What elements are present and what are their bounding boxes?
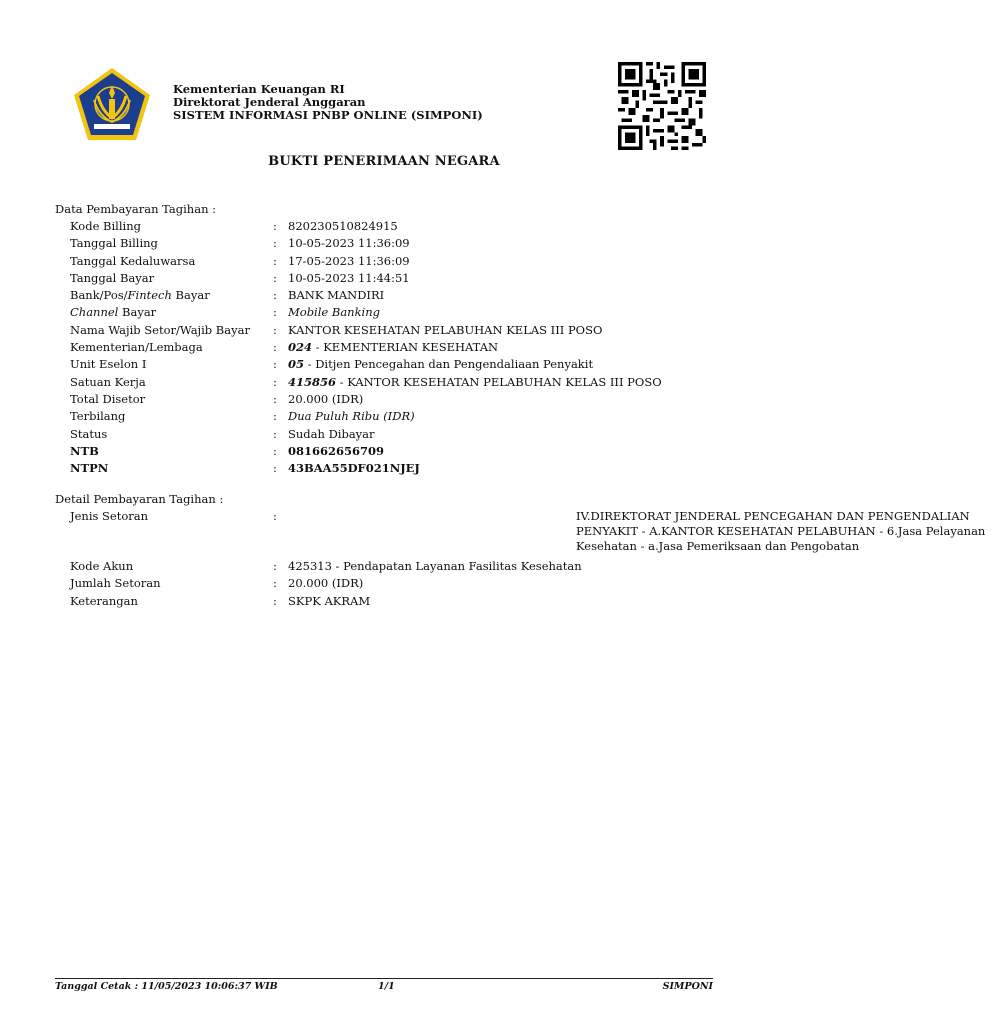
header-line-2: Direktorat Jenderal Anggaran: [173, 95, 366, 109]
unit-eselon-code: 05: [288, 357, 305, 372]
value-wajib-bayar: KANTOR KESEHATAN PELABUHAN KELAS III POSO: [288, 322, 603, 337]
label-ntpn: NTPN: [70, 461, 109, 476]
label-tanggal-bayar: Tanggal Bayar: [70, 270, 155, 285]
row-wajib-bayar: [0, 322, 768, 339]
footer-app-name: SIMPONI: [662, 981, 713, 992]
value-tanggal-billing: 10-05-2023 11:36:09: [288, 236, 410, 251]
colon: :: [273, 391, 277, 406]
label-bank: [70, 287, 210, 304]
qr-code-icon: [618, 62, 706, 150]
label-total-disetor: Total Disetor: [70, 391, 146, 406]
row-bank: [0, 287, 768, 304]
label-bank-post: Bayar: [171, 288, 210, 303]
colon: :: [273, 236, 277, 251]
value-bank: BANK MANDIRI: [288, 288, 385, 303]
colon: :: [273, 288, 277, 303]
value-kode-billing: 820230510824915: [288, 219, 398, 233]
row-tanggal-kedaluwarsa: [0, 253, 768, 270]
value-unit-eselon: [288, 356, 593, 373]
header-line-3: SISTEM INFORMASI PNBP ONLINE (SIMPONI): [173, 108, 483, 122]
value-kode-akun: 425313 - Pendapatan Layanan Fasilitas Kesehatan: [288, 559, 582, 573]
label-tanggal-billing: Tanggal Billing: [70, 236, 158, 251]
row-tanggal-bayar: [0, 270, 768, 287]
label-status: Status: [70, 426, 108, 441]
row-channel: [0, 304, 768, 321]
colon: :: [273, 253, 277, 268]
kementerian-code: 024: [288, 340, 313, 355]
value-jumlah-setoran: 20.000 (IDR): [288, 576, 364, 591]
colon: :: [273, 559, 277, 573]
document-title: BUKTI PENERIMAAN NEGARA: [268, 154, 500, 169]
colon: :: [273, 461, 277, 476]
label-kode-billing: Kode Billing: [70, 219, 141, 233]
value-terbilang: Dua Puluh Ribu (IDR): [288, 409, 415, 424]
row-jumlah-setoran: [0, 575, 768, 592]
value-status: Sudah Dibayar: [288, 426, 375, 441]
colon: :: [273, 593, 277, 608]
label-kode-akun: Kode Akun: [70, 559, 134, 573]
detail-table: [0, 508, 986, 610]
row-status: [0, 426, 768, 443]
colon: :: [273, 409, 277, 424]
value-jenis-setoran: IV.DIREKTORAT JENDERAL PENCEGAHAN DAN PENGENDALIAN PENYAKIT - A.KANTOR KESEHATAN PELABUHAN - 6.Jasa Pelayanan Kesehatan - a.Jasa Pemeriksaan dan Pengobatan: [576, 509, 986, 553]
value-ntb: 081662656709: [288, 443, 385, 458]
section-title-pembayaran: Data Pembayaran Tagihan :: [55, 202, 216, 216]
row-keterangan: [0, 593, 768, 610]
label-channel-post: Bayar: [118, 305, 157, 320]
row-ntpn: [0, 460, 768, 477]
label-tanggal-kedaluwarsa: Tanggal Kedaluwarsa: [70, 253, 196, 268]
colon: :: [273, 443, 277, 458]
value-tanggal-bayar: 10-05-2023 11:44:51: [288, 270, 410, 285]
header-line-1: Kementerian Keuangan RI: [173, 82, 345, 96]
footer-print-date: Tanggal Cetak : 11/05/2023 10:06:37 WIB: [55, 981, 278, 992]
pembayaran-table: [0, 218, 768, 477]
label-jumlah-setoran: Jumlah Setoran: [70, 576, 161, 591]
row-jenis-setoran: [0, 508, 986, 554]
value-total-disetor: 20.000 (IDR): [288, 391, 364, 406]
value-satuan-kerja: [288, 374, 662, 391]
label-satuan-kerja: Satuan Kerja: [70, 374, 146, 389]
footer-page-number: 1/1: [378, 981, 395, 992]
row-ntb: [0, 443, 768, 460]
label-channel: [70, 304, 156, 321]
label-ntb: NTB: [70, 443, 99, 458]
footer-divider: [55, 978, 713, 979]
label-wajib-bayar: Nama Wajib Setor/Wajib Bayar: [70, 322, 250, 337]
colon: :: [273, 305, 277, 320]
label-bank-pre: Bank/Pos/: [70, 288, 128, 303]
row-kode-akun: [0, 558, 768, 575]
label-jenis-setoran: Jenis Setoran: [70, 509, 149, 523]
label-terbilang: Terbilang: [70, 409, 126, 424]
row-terbilang: [0, 408, 768, 425]
value-kementerian: [288, 339, 498, 356]
colon: :: [273, 270, 277, 285]
label-unit-eselon: Unit Eselon I: [70, 357, 147, 372]
row-total-disetor: [0, 391, 768, 408]
value-tanggal-kedaluwarsa: 17-05-2023 11:36:09: [288, 253, 410, 268]
kementerian-name: - KEMENTERIAN KESEHATAN: [312, 340, 499, 355]
row-satuan-kerja: [0, 374, 768, 391]
satuan-kerja-name: - KANTOR KESEHATAN PELABUHAN KELAS III POSO: [336, 374, 662, 389]
colon: :: [273, 357, 277, 372]
value-channel: Mobile Banking: [288, 305, 381, 320]
satuan-kerja-code: 415856: [288, 374, 337, 389]
row-tanggal-billing: [0, 235, 768, 252]
unit-eselon-name: - Ditjen Pencegahan dan Pengendaliaan Penyakit: [304, 357, 594, 372]
colon: :: [273, 340, 277, 355]
row-kode-billing: [0, 218, 768, 235]
label-kementerian: Kementerian/Lembaga: [70, 340, 203, 355]
colon: :: [273, 426, 277, 441]
colon: :: [273, 322, 277, 337]
colon: :: [273, 509, 277, 523]
label-bank-fintech: Fintech: [127, 288, 172, 303]
value-ntpn: 43BAA55DF021NJEJ: [288, 461, 420, 476]
kemenkeu-logo-icon: [72, 66, 152, 142]
colon: :: [273, 576, 277, 591]
colon: :: [273, 219, 277, 233]
value-keterangan: SKPK AKRAM: [288, 593, 371, 608]
label-keterangan: Keterangan: [70, 593, 138, 608]
section-title-detail: Detail Pembayaran Tagihan :: [55, 492, 224, 506]
row-unit-eselon: [0, 356, 768, 373]
row-kementerian: [0, 339, 768, 356]
label-channel-italic: Channel: [70, 305, 119, 320]
colon: :: [273, 374, 277, 389]
